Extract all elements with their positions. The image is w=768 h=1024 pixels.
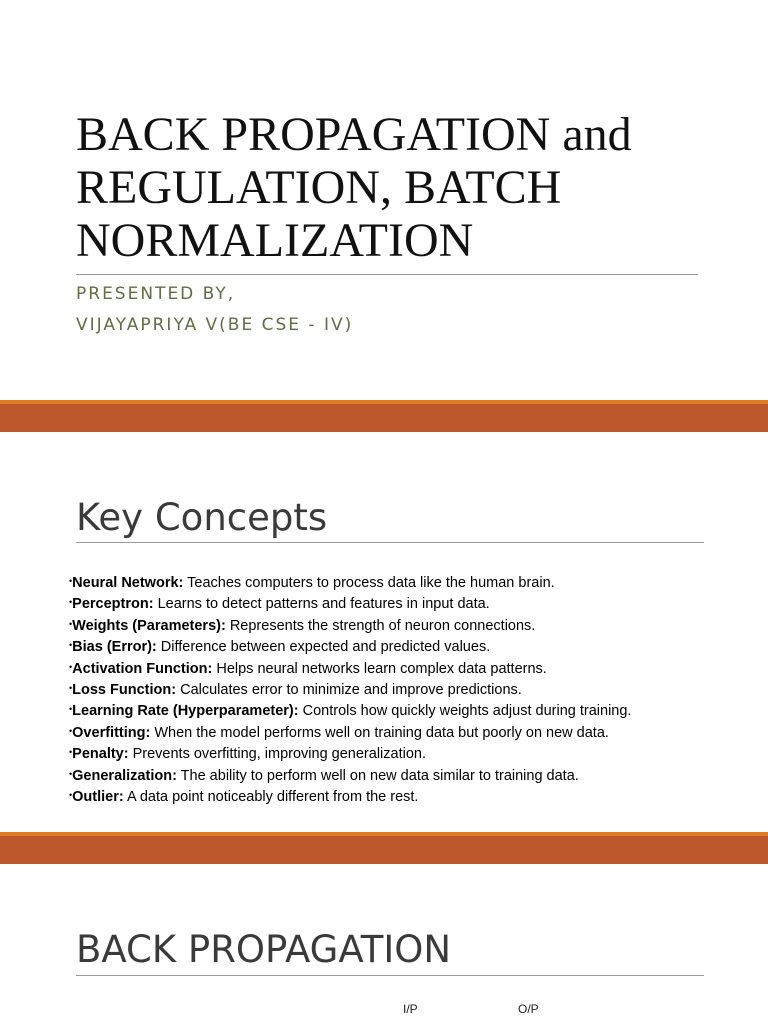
bullet-icon: • (69, 790, 73, 801)
concept-description: Teaches computers to process data like the human brain. (183, 575, 555, 591)
bullet-icon: • (69, 747, 73, 758)
concept-description: Learns to detect patterns and features in input data. (153, 596, 490, 613)
presentation-title (76, 108, 716, 267)
bullet-icon: • (69, 725, 73, 736)
concept-description: Calculates error to minimize and improve predictions. (176, 682, 522, 699)
concept-description: Prevents overfitting, improving generalization. (128, 746, 426, 763)
slide-separator-band (0, 400, 768, 432)
list-item (69, 786, 749, 807)
concept-term: Neural Network: (72, 575, 184, 591)
concept-term: Generalization: (72, 767, 177, 784)
key-concepts-slide (0, 432, 768, 832)
list-item (69, 700, 749, 721)
title-divider (76, 274, 698, 275)
slide-separator-band (0, 832, 768, 864)
concept-description: When the model performs well on training data but poorly on new data. (150, 724, 609, 741)
concept-term: Bias (Error): (72, 639, 157, 656)
list-item (69, 765, 749, 786)
bullet-icon: • (69, 768, 73, 779)
bullet-icon: • (69, 640, 73, 651)
presenter-name: VIJAYAPRIYA V(BE CSE - IV) (76, 315, 354, 335)
concept-description: Difference between expected and predicted values. (156, 639, 491, 656)
bullet-icon: • (69, 704, 73, 715)
back-propagation-slide (0, 864, 768, 1024)
list-item (69, 572, 749, 593)
concept-term: Learning Rate (Hyperparameter): (72, 703, 299, 720)
concept-description: A data point noticeably different from the rest. (123, 789, 419, 806)
concept-description: Represents the strength of neuron connections. (225, 617, 536, 634)
list-item (69, 679, 749, 700)
presented-by-label: PRESENTED BY, (76, 284, 236, 304)
list-item (69, 658, 749, 679)
list-item (69, 593, 749, 614)
title-line-3: NORMALIZATION (76, 214, 474, 267)
concept-term: Outlier: (72, 789, 124, 806)
key-concepts-divider (76, 542, 704, 543)
concept-description: Helps neural networks learn complex data patterns. (212, 660, 547, 677)
concept-term: Penalty: (72, 746, 129, 763)
concept-term: Perceptron: (72, 596, 154, 613)
bullet-icon: • (69, 597, 73, 608)
back-propagation-title: BACK PROPAGATION (76, 928, 452, 971)
bullet-icon: • (69, 618, 73, 629)
concept-description: Controls how quickly weights adjust during training. (298, 703, 632, 720)
concept-list (69, 572, 749, 807)
title-line-1: BACK PROPAGATION and (76, 108, 632, 161)
back-propagation-divider (76, 975, 704, 976)
list-item (69, 615, 749, 636)
title-slide (0, 0, 768, 400)
title-line-2: REGULATION, BATCH (76, 161, 562, 214)
bullet-icon: • (69, 576, 73, 586)
list-item (69, 722, 749, 743)
concept-term: Loss Function: (72, 682, 177, 699)
concept-description: The ability to perform well on new data similar to training data. (176, 767, 579, 784)
key-concepts-title: Key Concepts (76, 496, 328, 539)
bullet-icon: • (69, 661, 73, 672)
list-item (69, 743, 749, 764)
concept-term: Weights (Parameters): (72, 617, 226, 634)
output-label: O/P (518, 1002, 539, 1016)
concept-term: Overfitting: (72, 724, 151, 741)
concept-term: Activation Function: (72, 660, 213, 677)
input-label: I/P (403, 1002, 418, 1016)
list-item (69, 636, 749, 657)
bullet-icon: • (69, 683, 73, 694)
